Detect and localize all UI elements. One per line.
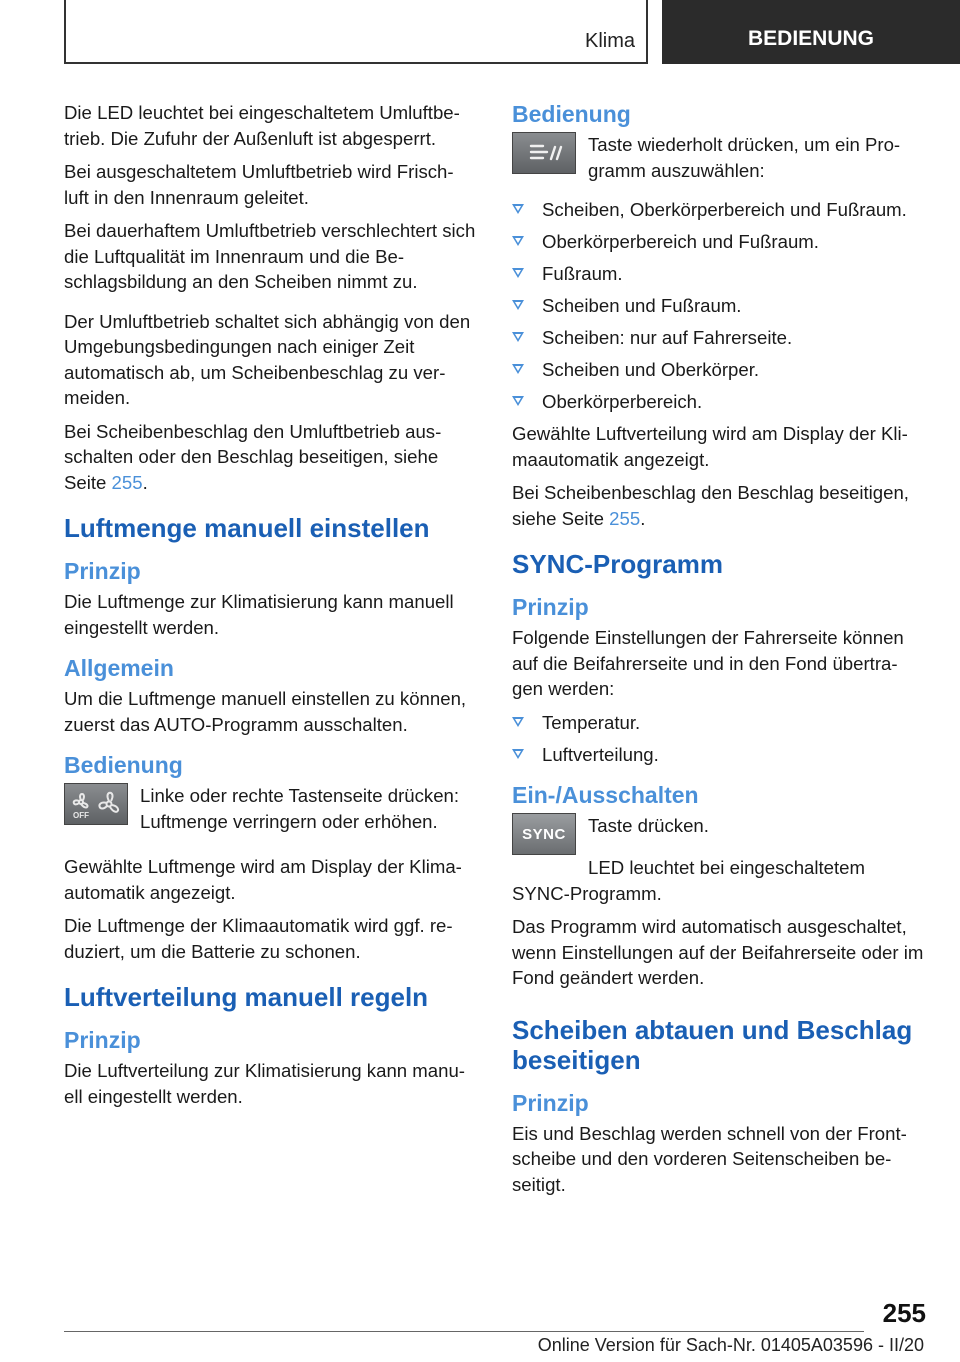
heading-sync: SYNC-Programm (512, 549, 723, 579)
paragraph: Gewählte Luftmenge wird am Display der Klima-automatik angezeigt. (64, 856, 462, 903)
list-item-text: Fußraum. (542, 263, 623, 284)
page-link[interactable]: 255 (609, 507, 641, 529)
paragraph: Bei ausgeschaltetem Umluftbetrieb wird Frisch-luft in den Innenraum geleitet. (64, 161, 454, 208)
paragraph: Die Luftverteilung zur Klimatisierung kann manu-ell eingestellt werden. (64, 1060, 465, 1107)
header-chapter-tab: BEDIENUNG (662, 0, 960, 64)
list-item-text: Scheiben: nur auf Fahrerseite. (542, 327, 793, 348)
triangle-bullet-icon (512, 717, 524, 727)
triangle-bullet-icon (512, 204, 524, 214)
header-frame (64, 0, 648, 64)
list-item (512, 293, 924, 319)
paragraph: Um die Luftmenge manuell einstellen zu können, zuerst das AUTO-Programm ausschalten. (64, 688, 467, 735)
paragraph-text: Bei Scheibenbeschlag den Umluftbetrieb aus-schalten oder den Beschlag beseitigen, siehe Seite (64, 420, 442, 493)
paragraph (512, 480, 924, 531)
sync-button-image: SYNC (512, 813, 576, 855)
heading-bedienung: Bedienung (512, 101, 631, 127)
paragraph: Das Programm wird automatisch ausgeschaltet, wenn Einstellungen auf der Beifahrerseite oder im Fond geändert werden. (512, 916, 924, 988)
paragraph: Eis und Beschlag werden schnell von der Front-scheibe und den vorderen Seitenscheiben be-seitigt. (512, 1122, 907, 1195)
right-column (512, 100, 924, 1205)
paragraph (64, 419, 476, 496)
left-column (64, 100, 476, 1117)
list-item-text: Temperatur. (542, 711, 641, 733)
paragraph-text: Bei Scheibenbeschlag den Beschlag beseitigen, siehe Seite (512, 482, 909, 529)
paragraph: Der Umluftbetrieb schaltet sich abhängig von den Umgebungsbedingungen nach einiger Zeit automatisch ab, um Scheibenbeschlag zu ver-meiden. (64, 310, 471, 408)
paragraph: Die LED leuchtet bei eingeschaltetem Umluftbe-trieb. Die Zufuhr der Außenluft ist abgesperrt. (64, 102, 460, 149)
paragraph: Bei dauerhaftem Umluftbetrieb verschlechtert sich die Luftqualität im Innenraum und die Be-schlagsbildung an den Scheiben nimmt zu. (64, 220, 476, 292)
fan-icon (65, 784, 127, 824)
heading-prinzip: Prinzip (64, 558, 141, 584)
paragraph-end: . (640, 507, 646, 529)
paragraph: Folgende Einstellungen der Fahrerseite können auf die Beifahrerseite und in den Fond übertra-gen werden: (512, 627, 904, 699)
sync-list (512, 710, 924, 768)
list-item (512, 710, 924, 736)
paragraph: Die Luftmenge zur Klimatisierung kann manuell eingestellt werden. (64, 591, 454, 638)
footer-text: Online Version für Sach-Nr. 01405A03596 - II/20 (537, 1335, 924, 1355)
list-item-text: Oberkörperbereich. (542, 391, 703, 412)
heading-luftverteilung: Luftverteilung manuell regeln (64, 982, 429, 1012)
footer-divider (64, 1331, 864, 1332)
heading-prinzip: Prinzip (64, 1027, 141, 1053)
list-item (512, 325, 924, 351)
heading-einaus: Ein-/Ausschalten (512, 782, 699, 808)
heading-prinzip: Prinzip (512, 594, 589, 620)
sync-control-text (588, 813, 709, 845)
list-item-text: Luftverteilung. (542, 743, 659, 765)
air-distribution-button-image (512, 132, 576, 174)
triangle-bullet-icon (512, 300, 524, 310)
heading-allgemein: Allgemein (64, 655, 174, 681)
heading-luftmenge: Luftmenge manuell einstellen (64, 513, 430, 543)
triangle-bullet-icon (512, 268, 524, 278)
paragraph: Gewählte Luftverteilung wird am Display der Kli-maautomatik angezeigt. (512, 423, 908, 470)
list-item-text: Oberkörperbereich und Fußraum. (542, 231, 819, 252)
triangle-bullet-icon (512, 749, 524, 759)
paragraph: Taste wiederholt drücken, um ein Pro-gramm auszuwählen: (588, 134, 901, 181)
fan-button-image (64, 783, 128, 825)
fan-control-text (140, 783, 476, 840)
triangle-bullet-icon (512, 396, 524, 406)
paragraph-end: . (142, 471, 148, 493)
page-number: 255 (882, 1298, 926, 1328)
triangle-bullet-icon (512, 236, 524, 246)
air-distribution-icon (513, 133, 575, 173)
page-link[interactable]: 255 (111, 471, 143, 493)
list-item (512, 229, 924, 255)
header-section: Klima (584, 30, 635, 52)
air-distribution-row (512, 132, 924, 189)
fan-off-label: OFF (73, 811, 89, 820)
heading-prinzip: Prinzip (512, 1089, 589, 1116)
heading-bedienung: Bedienung (64, 752, 183, 778)
heading-abtauen: Scheiben abtauen und Beschlag beseitigen (512, 1014, 913, 1075)
list-item (512, 389, 924, 415)
triangle-bullet-icon (512, 332, 524, 342)
list-item (512, 742, 924, 768)
paragraph: Linke oder rechte Tastenseite drücken: Luftmenge verringern oder erhöhen. (140, 785, 460, 832)
triangle-bullet-icon (512, 364, 524, 374)
list-item (512, 357, 924, 383)
paragraph: Taste drücken. (588, 815, 709, 836)
list-item (512, 197, 924, 223)
fan-control-row (64, 783, 476, 840)
list-item-text: Scheiben und Fußraum. (542, 295, 742, 316)
air-distribution-text (588, 132, 924, 189)
paragraph: Die Luftmenge der Klimaautomatik wird ggf. re-duziert, um die Batterie zu schonen. (64, 915, 453, 962)
distribution-list (512, 197, 924, 415)
sync-control-row (512, 813, 924, 855)
list-item-text: Scheiben und Oberkörper. (542, 359, 760, 380)
paragraph: LED leuchtet bei eingeschaltetem SYNC-Programm. (512, 857, 866, 904)
list-item-text: Scheiben, Oberkörperbereich und Fußraum. (542, 199, 907, 220)
list-item (512, 261, 924, 287)
